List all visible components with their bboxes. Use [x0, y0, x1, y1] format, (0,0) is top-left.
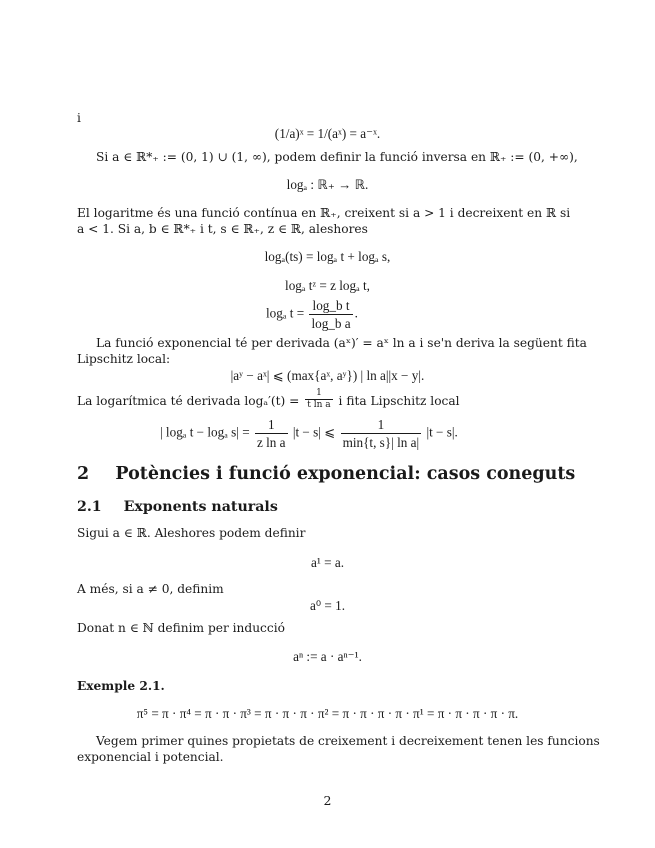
paragraph-log-properties-line1: El logaritme és una funció contínua en ℝ₊, creixent si a > 1 i decreixent en ℝ si — [77, 206, 571, 220]
lipschitz-log-fraction-1-denominator: z ln a — [256, 435, 286, 451]
paragraph-nonzero: A més, si a ≠ 0, definim — [77, 582, 224, 596]
connector-word: i — [77, 111, 81, 125]
equation-pi-example: π⁵ = π · π⁴ = π · π · π³ = π · π · π · π² = π · π · π · π · π¹ = π · π · π · π · π. — [136, 706, 519, 721]
log-derivative-fraction — [305, 389, 332, 410]
equation-log-definition: logₐ : ℝ₊ → ℝ. — [286, 177, 369, 192]
equation-inverse-power: (1/a)ˣ = 1/(aˣ) = a⁻ˣ. — [274, 126, 381, 141]
paragraph-natural-intro: Sigui a ∈ ℝ. Aleshores podem definir — [77, 526, 306, 540]
page-number: 2 — [323, 793, 332, 808]
equation-change-of-base — [266, 299, 358, 330]
change-base-denominator: log_b a — [311, 316, 351, 332]
paragraph-inverse-function: Si a ∈ ℝ*₊ := (0, 1) ∪ (1, ∞), podem definir la funció inversa en ℝ₊ := (0, +∞), — [96, 150, 578, 164]
lipschitz-log-lhs: | logₐ t − logₐ s| = — [160, 424, 250, 440]
lipschitz-log-fraction-2-denominator: min{t, s}| ln a| — [342, 435, 420, 451]
change-base-period: . — [354, 305, 358, 321]
subsection-heading — [77, 500, 278, 514]
lipschitz-log-fraction-2-numerator: 1 — [377, 417, 385, 432]
equation-log-power: logₐ tᶻ = z logₐ t, — [285, 278, 370, 293]
equation-lipschitz-log — [160, 418, 458, 449]
lipschitz-log-fraction-1-numerator: 1 — [267, 417, 275, 432]
lipschitz-log-end: |t − s|. — [426, 424, 458, 440]
paragraph-exp-derivative-line1: La funció exponencial té per derivada (aˣ)′ = aˣ ln a i se'n deriva la següent fita — [96, 336, 587, 350]
log-derivative-numerator: 1 — [316, 388, 322, 398]
example-label: Exemple 2.1. — [77, 679, 165, 693]
change-base-fraction — [309, 299, 352, 330]
paragraph-example-line2: exponencial i potencial. — [77, 750, 224, 764]
equation-lipschitz-exponential: |aʸ − aˣ| ⩽ (max{aˣ, aʸ}) | ln a||x − y|. — [230, 368, 425, 383]
change-base-lhs: logₐ t = — [266, 305, 305, 321]
subsection-number: 2.1 — [77, 499, 102, 515]
equation-log-product: logₐ(ts) = logₐ t + logₐ s, — [264, 249, 391, 264]
section-title: Potències i funció exponencial: casos coneguts — [115, 464, 576, 484]
section-heading — [77, 466, 575, 484]
lipschitz-log-fraction-1 — [255, 418, 288, 449]
paragraph-log-properties-line2: a < 1. Si a, b ∈ ℝ*₊ i t, s ∈ ℝ₊, z ∈ ℝ, aleshores — [77, 222, 368, 236]
subsection-title: Exponents naturals — [123, 499, 278, 515]
equation-a-power-one: a¹ = a. — [311, 555, 344, 570]
log-derivative-suffix: i fita Lipschitz local — [338, 394, 460, 408]
paragraph-log-derivative — [77, 389, 460, 410]
paragraph-exp-derivative-line2: Lipschitz local: — [77, 352, 171, 366]
change-base-numerator: log_b t — [312, 298, 350, 313]
section-number: 2 — [77, 464, 90, 484]
paragraph-example-line1: Vegem primer quines propietats de creixement i decreixement tenen les funcions — [96, 734, 600, 748]
lipschitz-log-middle: |t − s| ⩽ — [292, 424, 336, 440]
log-derivative-text: La logarítmica té derivada logₐ′(t) = — [77, 394, 300, 408]
paragraph-induction: Donat n ∈ ℕ definim per inducció — [77, 621, 285, 635]
equation-a-power-zero: a⁰ = 1. — [309, 598, 346, 613]
equation-a-power-n: aⁿ := a · aⁿ⁻¹. — [293, 649, 362, 664]
lipschitz-log-fraction-2 — [341, 418, 422, 449]
log-derivative-denominator: t ln a — [307, 400, 331, 410]
